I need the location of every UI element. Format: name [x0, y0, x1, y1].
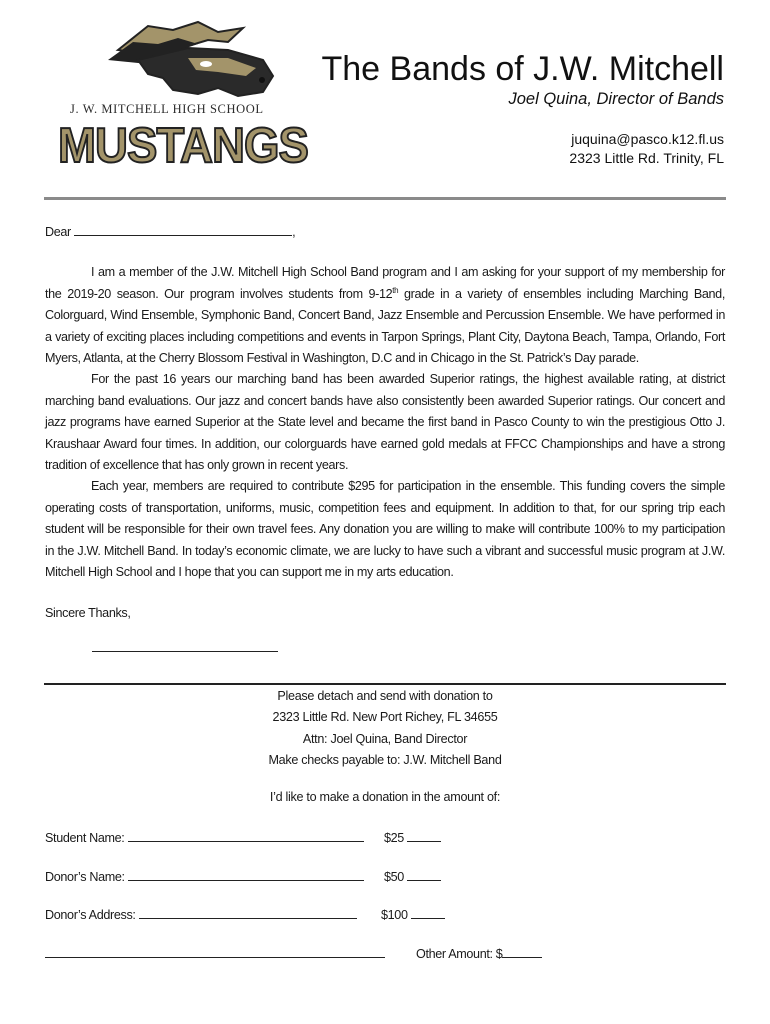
- donor-name-row: [45, 868, 364, 884]
- contact-address: 2323 Little Rd. Trinity, FL: [569, 150, 724, 166]
- paragraph-2: For the past 16 years our marching band has been awarded Superior ratings, the highest available rating, at district marching band evaluations. Our jazz and concert bands have also consistently been awarded Superior ratings. Our concert and jazz programs have earned Superior at the State level and became the first band in Pasco County to win the prestigious Otto J. Kraushaar Award four times. In addition, our colorguards have earned gold medals at FFCC Championships and have a strong tradition of excellence that has only grown in recent years.: [45, 372, 725, 473]
- school-logo: [58, 18, 308, 173]
- detach-line-1: Please detach and send with donation to: [277, 689, 493, 703]
- donor-address-line-2-field[interactable]: [45, 945, 385, 958]
- donor-address-label: Donor’s Address:: [45, 908, 136, 922]
- salutation-text: Dear: [45, 225, 71, 239]
- other-amount-row: [416, 945, 542, 961]
- amount-50-label: $50: [384, 870, 404, 884]
- salutation: Dear ,: [45, 225, 296, 239]
- amount-25-field[interactable]: [407, 829, 441, 842]
- amount-100-row: [381, 906, 445, 922]
- amount-50-field[interactable]: [407, 868, 441, 881]
- donor-name-label: Donor’s Name:: [45, 870, 125, 884]
- student-name-label: Student Name:: [45, 831, 125, 845]
- closing: Sincere Thanks,: [45, 605, 131, 620]
- donor-address-row: [45, 906, 357, 922]
- detach-instructions: [0, 686, 770, 771]
- detach-divider: [44, 683, 726, 685]
- donor-address-field[interactable]: [139, 906, 357, 919]
- other-amount-field[interactable]: [502, 945, 542, 958]
- student-name-row: [45, 829, 364, 845]
- mustang-head-icon: [78, 20, 278, 104]
- paragraph-1-a: I am a member of the J.W. Mitchell High School Band program and I am asking for your support of my membership for the 2019-20 season. Our program involves students from 9-12: [45, 265, 725, 301]
- director-name: Joel Quina, Director of Bands: [508, 90, 724, 108]
- detach-line-4: Make checks payable to: J.W. Mitchell Band: [268, 752, 502, 767]
- detach-line-2: 2323 Little Rd. New Port Richey, FL 34655: [272, 710, 498, 725]
- amount-25-label: $25: [384, 831, 404, 845]
- amount-100-label: $100: [381, 908, 408, 922]
- school-name: J. W. MITCHELL HIGH SCHOOL: [70, 102, 264, 116]
- header-divider: [44, 197, 726, 200]
- letter-body: [45, 222, 725, 624]
- other-amount-label: Other Amount: $: [416, 947, 503, 961]
- donation-intro: I’d like to make a donation in the amount of:: [269, 790, 501, 804]
- detach-line-3: Attn: Joel Quina, Band Director: [302, 731, 468, 746]
- page-title: The Bands of J.W. Mitchell: [321, 50, 724, 88]
- amount-25-row: [384, 829, 441, 845]
- paragraph-1-sup: th: [392, 285, 399, 295]
- student-name-field[interactable]: [128, 829, 364, 842]
- paragraph-1-b: grade in a variety of ensembles including Marching Band, Colorguard, Wind Ensemble, Symphonic Band, Concert Band, Jazz Ensemble and Percussion Ensemble. We have performed in a variety of exciting places including competitions and events in Tarpon Springs, Plant City, Daytona Beach, Tampa, Orlando, Fort Myers, Atlanta, at the Cherry Blossom Festival in Washington, D.C and in Chicago in the St. Patrick’s Day parade.: [45, 286, 725, 366]
- recipient-blank[interactable]: [74, 223, 292, 236]
- amount-100-field[interactable]: [411, 906, 445, 919]
- amount-50-row: [384, 868, 441, 884]
- contact-email: juquina@pasco.k12.fl.us: [571, 131, 724, 147]
- address-line-2-row: [45, 945, 385, 961]
- donor-name-field[interactable]: [128, 868, 364, 881]
- mascot-wordmark: MUSTANGS: [58, 119, 308, 173]
- paragraph-1: [45, 262, 725, 369]
- paragraph-3: Each year, members are required to contribute $295 for participation in the ensemble. This funding covers the simple operating costs of transportation, uniforms, music, competition fees and equipment. In addition to that, for our spring trip each student will be responsible for their own travel fees. Any donation you are willing to make will contribute 100% to my participation in the J.W. Mitchell Band. In today’s economic climate, we are lucky to have such a vibrant and successful music program at J.W. Mitchell High School and I hope that you can support me in my arts education.: [45, 479, 725, 580]
- signature-line[interactable]: [92, 651, 278, 652]
